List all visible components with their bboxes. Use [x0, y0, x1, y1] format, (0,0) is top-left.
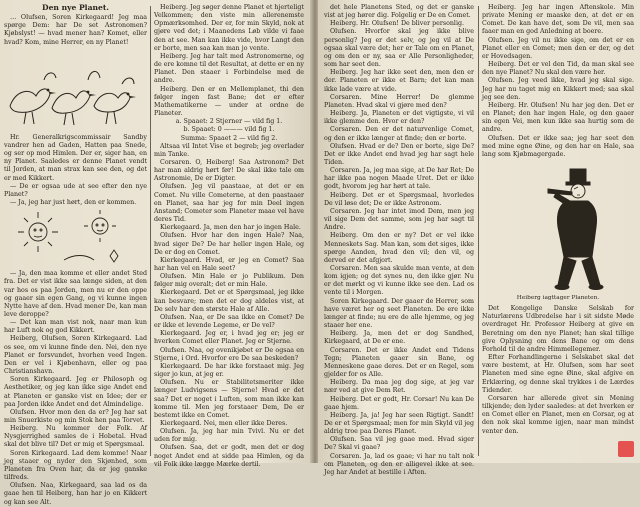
paragraph: Kierkegaard. Ja, men den har jo ingen Hale.: [160, 224, 301, 232]
paragraph: Olufsen. Naa, Kirkegaard, saa lad os da gaae hen til Heiberg, han har jo en Kikkert og kan see Alt.: [4, 482, 147, 506]
left-page: [0, 0, 313, 506]
paragraph: — De er ogsaa ude at see efter den nye Planet?: [4, 182, 147, 198]
paragraph: Corsaren. O, Heiberg! Saa Astronom? Det har man aldrig hørt før! De skal ikke tale om Astronomie, De er Digter.: [154, 158, 304, 183]
paragraph: Efter Forhandlingerne i Selskabet skal det være bestemt, at Hr. Olufsen, som har seet Planeten med sine egne Øine, skal afgive en Erklæring, og denne skal trykkes i de Lærdes Tidender.: [482, 354, 634, 394]
paragraph: Olufsen. Nu er Stabilitetsmeriter ikke længer Ludvigsens — Stjerne! Hvad er det saa? Det er noget i Luften, som man ikke kan komme til. Men jeg forstaaer Dem, De er bestemt ikke en Comet.: [154, 379, 304, 419]
paragraph: Soren Kirkegaard. Lad dem komme! Naar jeg staaer og nyder den Skjønhed, som Planeten fra Oven har, da er jeg ganske tilfreds.: [4, 449, 147, 482]
formula-line: b. Spaaet: 0 ——— vild fig 1.: [183, 126, 275, 134]
paragraph: Corsaren. Ja, jeg maa sige, at De har Ret; De har ikke paa nogen Maade Uret. Det er ikke godt, hvorom jeg har hørt at tale.: [324, 167, 474, 191]
paragraph: Hr. Generalkrigscommissair Sandby vandrer hen ad Gaden, Hatten paa Snede, og ser op mod Himlen. Der er, siger han, en ny Planet. Saaledes er denne Planet vendt til Jorden, at man strax kan see den, og det er med Kikkert.: [4, 133, 147, 182]
man-with-telescope-illustration: [482, 161, 634, 293]
paragraph: Corsaren har allerede givet sin Mening tilkjende; den lyder saaledes: at det hverken er en Comet eller en Planet, men en Corsar, og at den nok skal komme igjen, naar man mindst venter den.: [482, 394, 634, 435]
paragraph: Kierkegaard. Nei, men eller ikke Deres.: [160, 419, 288, 427]
paragraph: Heiberg. Om den er ny? Det er vel ikke Menneskets Sag. Man kan, som det siges, ikke spørge Aanden, hvad den vil; den vil, og derved er det afgjort.: [324, 232, 474, 264]
birds-illustration: [4, 50, 147, 130]
paragraph: Heiberg. Ja, ja! Jeg har seen Rigtigt. Sandt! De er et Spørgsmaal; men for min Skyld vil jeg aldrig troe paa Deres Planet.: [324, 411, 474, 436]
paragraph: … Olufsen, Soren Kirkegaard! Jeg maa spørge Dem: har De set Astronomen? Kjøbslyst! — hvad mener han? Komet, eller hvad? Kom, mine Herrer, en ny Planet!: [4, 14, 147, 46]
paragraph: Det Kongelige Danske Selskab for Naturlærens Udbredelse har i sit sidste Møde overdraget Hr. Professor Heiberg at give en Beretning om den nye Planet; han skal tillige give Oplysning om dens Bane og om dens Forhold til de andre Himmellegemer.: [482, 305, 634, 353]
paragraph: Olufsen. Naa, og ovenikjøbet er De ogsaa en Stjerne, i Ord. Hvorfor ere De saa beskeden?: [154, 346, 304, 362]
paragraph: Olufsen. Jeg vil nu ikke sige, om det er en Planet eller en Comet; men den er der, og det er Hovedsagen.: [482, 36, 634, 60]
paragraph: Olufsen. Saa vil jeg gaae med. Hvad siger De? Skal vi gaae?: [324, 436, 474, 452]
paragraph: Olufsen. Saa, det er godt, men det er dog noget Andet end at sidde paa Himlen, og da vil Folk ikke lægge Mærke dertil.: [154, 444, 304, 468]
illustration-caption: Heiberg iagttager Planeten.: [516, 294, 600, 301]
paragraph: Olufsen. Hvorfor skal jeg ikke blive personlig? Jeg er det selv, og jeg vil at De ogsaa skal være det; her er Tale om en Planet, og om den er ny, saa er Alle Personligheder, som har seet den.: [324, 28, 474, 69]
paragraph: Heiberg. Jeg har ikke seet den, men den er der. Planeten er ikke et Barn; det kan man ikke lade være at vide.: [324, 69, 474, 93]
paragraph: Heiberg. Den er en Mellemplanet, thi den følger ingen fast Bane; det er efter Mathematikerne — under at ordne de Planeter.: [154, 85, 304, 118]
paragraph: Olufsen. Naa, er De saa ikke en Comet? De er ikke et levende Legeme, er De vel?: [154, 313, 304, 330]
right-page: [318, 0, 640, 476]
paragraph: Olufsen. Hvad er de? Den er borte, sige De? Det er ikke Andet end hvad jeg har sagt hele Tiden.: [324, 142, 474, 166]
article-title: Den nye Planet.: [41, 3, 109, 12]
paragraph: Heiberg. Det er et Spørgsmaal, hvorledes De vil løse det; De er ikke Astronom.: [324, 191, 474, 207]
sun-faces-illustration: [4, 210, 147, 268]
column-1: [4, 3, 147, 506]
paragraph: Olufsen. Hvor har den ingen Hale? Naa, hvad siger De? De har heller ingen Hale, og De er dog en Comet.: [154, 232, 304, 256]
paragraph: Heiberg. Nu kommer der Folk. Af Nysgjerrighed samles de i Hobetal. Hvad skal det blive til? Det er mig et Spørgsmaal.: [4, 425, 147, 449]
paragraph: Corsaren. Det er ikke Andet end Tidens Tegn; Planeten gaaer sin Bane, og Menneskene gaae deres. Det er en Regel, som gjelder for os Alle.: [324, 346, 474, 379]
column-2: [154, 4, 304, 468]
paragraph: Kierkegaard. Jeg er, i hvad jeg er; jeg er hverken Comet eller Planet. Jeg er Stjerne.: [154, 330, 304, 346]
paragraph: Olufsen. Min Hale er jo Publikum. Den følger mig overalt; det er min Hale.: [154, 273, 304, 289]
paragraph: Corsaren. Men saa skulde man vente, at den kom igjen; og det synes nu, den ikke gjør. Nu er det mørkt og vi kunne ikke see den. Lad os vente til i Morgen.: [324, 265, 474, 297]
paragraph: Heiberg. Jeg har talt med Astronomerne, og de ere komne til det Resultat, at dette er en ny Planet. Den staaer i Forbindelse med de andre.: [154, 52, 304, 85]
paragraph: Kierkegaard. Hvad, er jeg en Comet? Saa har han vel en Hale seet?: [154, 256, 304, 272]
red-corner-mark: [618, 441, 634, 457]
paragraph: Corsaren. Ja, lad os gaae; vi har nu talt nok om Planeten, og den er alligevel ikke at see. Jeg har Andet at bestille i Aften.: [324, 452, 474, 476]
paragraph: Soren Kirkegaard. Der gaaer de Herrer, som have været her og seet Planeten. De ere ikke længer at finde; nu ere de alle hjemme, og jeg staaer her ene.: [324, 297, 474, 330]
paragraph: Heiberg. Det er godt, Hr. Corsar! Nu kan De gaae hjem.: [324, 395, 474, 411]
paragraph: Olufsen. Det er ikke saa; jeg har seet den med mine egne Øine, og den har en Hale, saa lang som Kjøbmagergade.: [482, 134, 634, 158]
column-3: [324, 4, 474, 476]
paragraph: — Ja, jeg har just hørt, den er kommen.: [10, 199, 137, 207]
paragraph: det hele Planetens Sted, og det er ganske vist at jeg hører dig. Folgelig er De en Comet.: [324, 4, 474, 20]
paragraph: Corsaren. Den er det naturvenlige Comet, og den er ikke længer at finde; den er borte.: [324, 126, 474, 142]
paragraph: Corsaren. Mine Herrer! De glemme Planeten. Hvad skal vi gjøre med den?: [324, 93, 474, 109]
formula-line: Summa: Spaaet 2 — vild fig 2.: [180, 134, 278, 142]
paragraph: Soren Kirkegaard. Jeg er Philosoph og Aesthetiker, og jeg kan ikke sige Andet end at Planeten er ganske vist en Idee; der er paa Jorden ikke Andet end det Almindelige.: [4, 376, 147, 408]
paragraph: — Ja, den maa komme et eller andet Sted fra. Det er vist ikke saa længe siden, at den var hos os paa Jorden, men nu er den oppe og gaaer sin egen Gang, og vi kunne ingen Nytte have af den. Hvad mener De, kan man leve deroppe?: [4, 270, 147, 318]
paragraph: Heiberg. Da maa jeg dog sige, at jeg var nær ved at give Dem Ret.: [324, 379, 474, 395]
paragraph: Heiberg. Ja, Planeten er det vigtigste, vi vil ikke glemme den. Hvor er den?: [324, 110, 474, 126]
paragraph: Corsaren. Jeg har intet imod Dem, men jeg vil sige Dem det samme, som jeg har sagt til Andre.: [324, 207, 474, 232]
paragraph: Olufsen. Ja, jeg har min Tvivl. Nu er det uden for mig.: [154, 428, 304, 444]
paragraph: Olufsen. Jeg vil paastaae, at det er en Comet. Nu ville Cometerne, at den paastaaer en Planet, saa har jeg for min Deel ingen Anstand; Cometer som Planeter maae vel have deres Tid.: [154, 183, 304, 224]
paragraph: Heiberg. Jeg søger denne Planet et hjerteligt Velkommen; den viste min allerenemste Opmærksomhed. Der er, for min Skyld, nok at gjøre ved det; i Maanedens Løb vilde vi faae den at see. Man kan ikke vide, hvor Langt den er borte, men saa kan man jo vente.: [154, 4, 304, 52]
formula-line: a. Spaaet: 2 Stjerner — vild fig 1.: [175, 118, 283, 126]
paragraph: Heiberg. Det er vel den Tid, da man skal see den nye Planet? Nu skal den være her.: [482, 61, 634, 77]
column-4: [482, 4, 634, 459]
paragraph: Kierkegaard. Det er et Spørgsmaal, jeg ikke kan besvare; men det er dog aldeles vist, at De selv har den største Hale af Alle.: [154, 289, 304, 313]
paragraph: Heiberg. Jeg har ingen Aftenskole. Min private Mening er maaske den, at det er en Comet. De kan have det, som De vil, men saa faaer man en god Anledning at boere.: [482, 4, 634, 36]
paragraph: Heiberg. Hr. Olufsen! Nu har jeg den. Det er en Planet; den har ingen Hale, og den gaaer sin egen Vei, men kun ikke saa hurtig som de andre.: [482, 101, 634, 134]
column-rule: [478, 6, 479, 456]
column-rule: [150, 6, 151, 456]
paragraph: Heiberg, Olufsen, Soren Kirkegaard. Lad os see, om vi kunne finde den. Nei, den nye Planet er forsvundet, hvorhen veed Ingen. Den er vel i Kjøbenhavn, eller og paa Christianshavn.: [4, 335, 147, 376]
paragraph: Heiberg. Ja, men det er dog Sandhed, Kirkegaard, at De er ene.: [324, 330, 474, 346]
paragraph: Olufsen. Hvor mon den da er? Jeg har sat min Snuerkiste og min Stok hen paa Torvet.: [4, 408, 147, 424]
paragraph: Kierkegaard. De har ikke forstaaet mig. Jeg siger jo kun, at jeg er.: [154, 362, 304, 379]
paragraph: — Det kan man vist nok, naar man kun har Luft nok og god Kikkert.: [4, 319, 147, 335]
paragraph: Altsaa vil Intet Vise et begreb; jeg overlader min Tanke.: [154, 142, 304, 158]
paragraph: Heiberg. Hr. Olufsen! De bliver personlig.: [330, 20, 464, 28]
paragraph: Olufsen. Jeg veed ikke, hvad jeg skal sige. Jeg har nu taget mig en Kikkert med; saa skal jeg see den.: [482, 77, 634, 101]
